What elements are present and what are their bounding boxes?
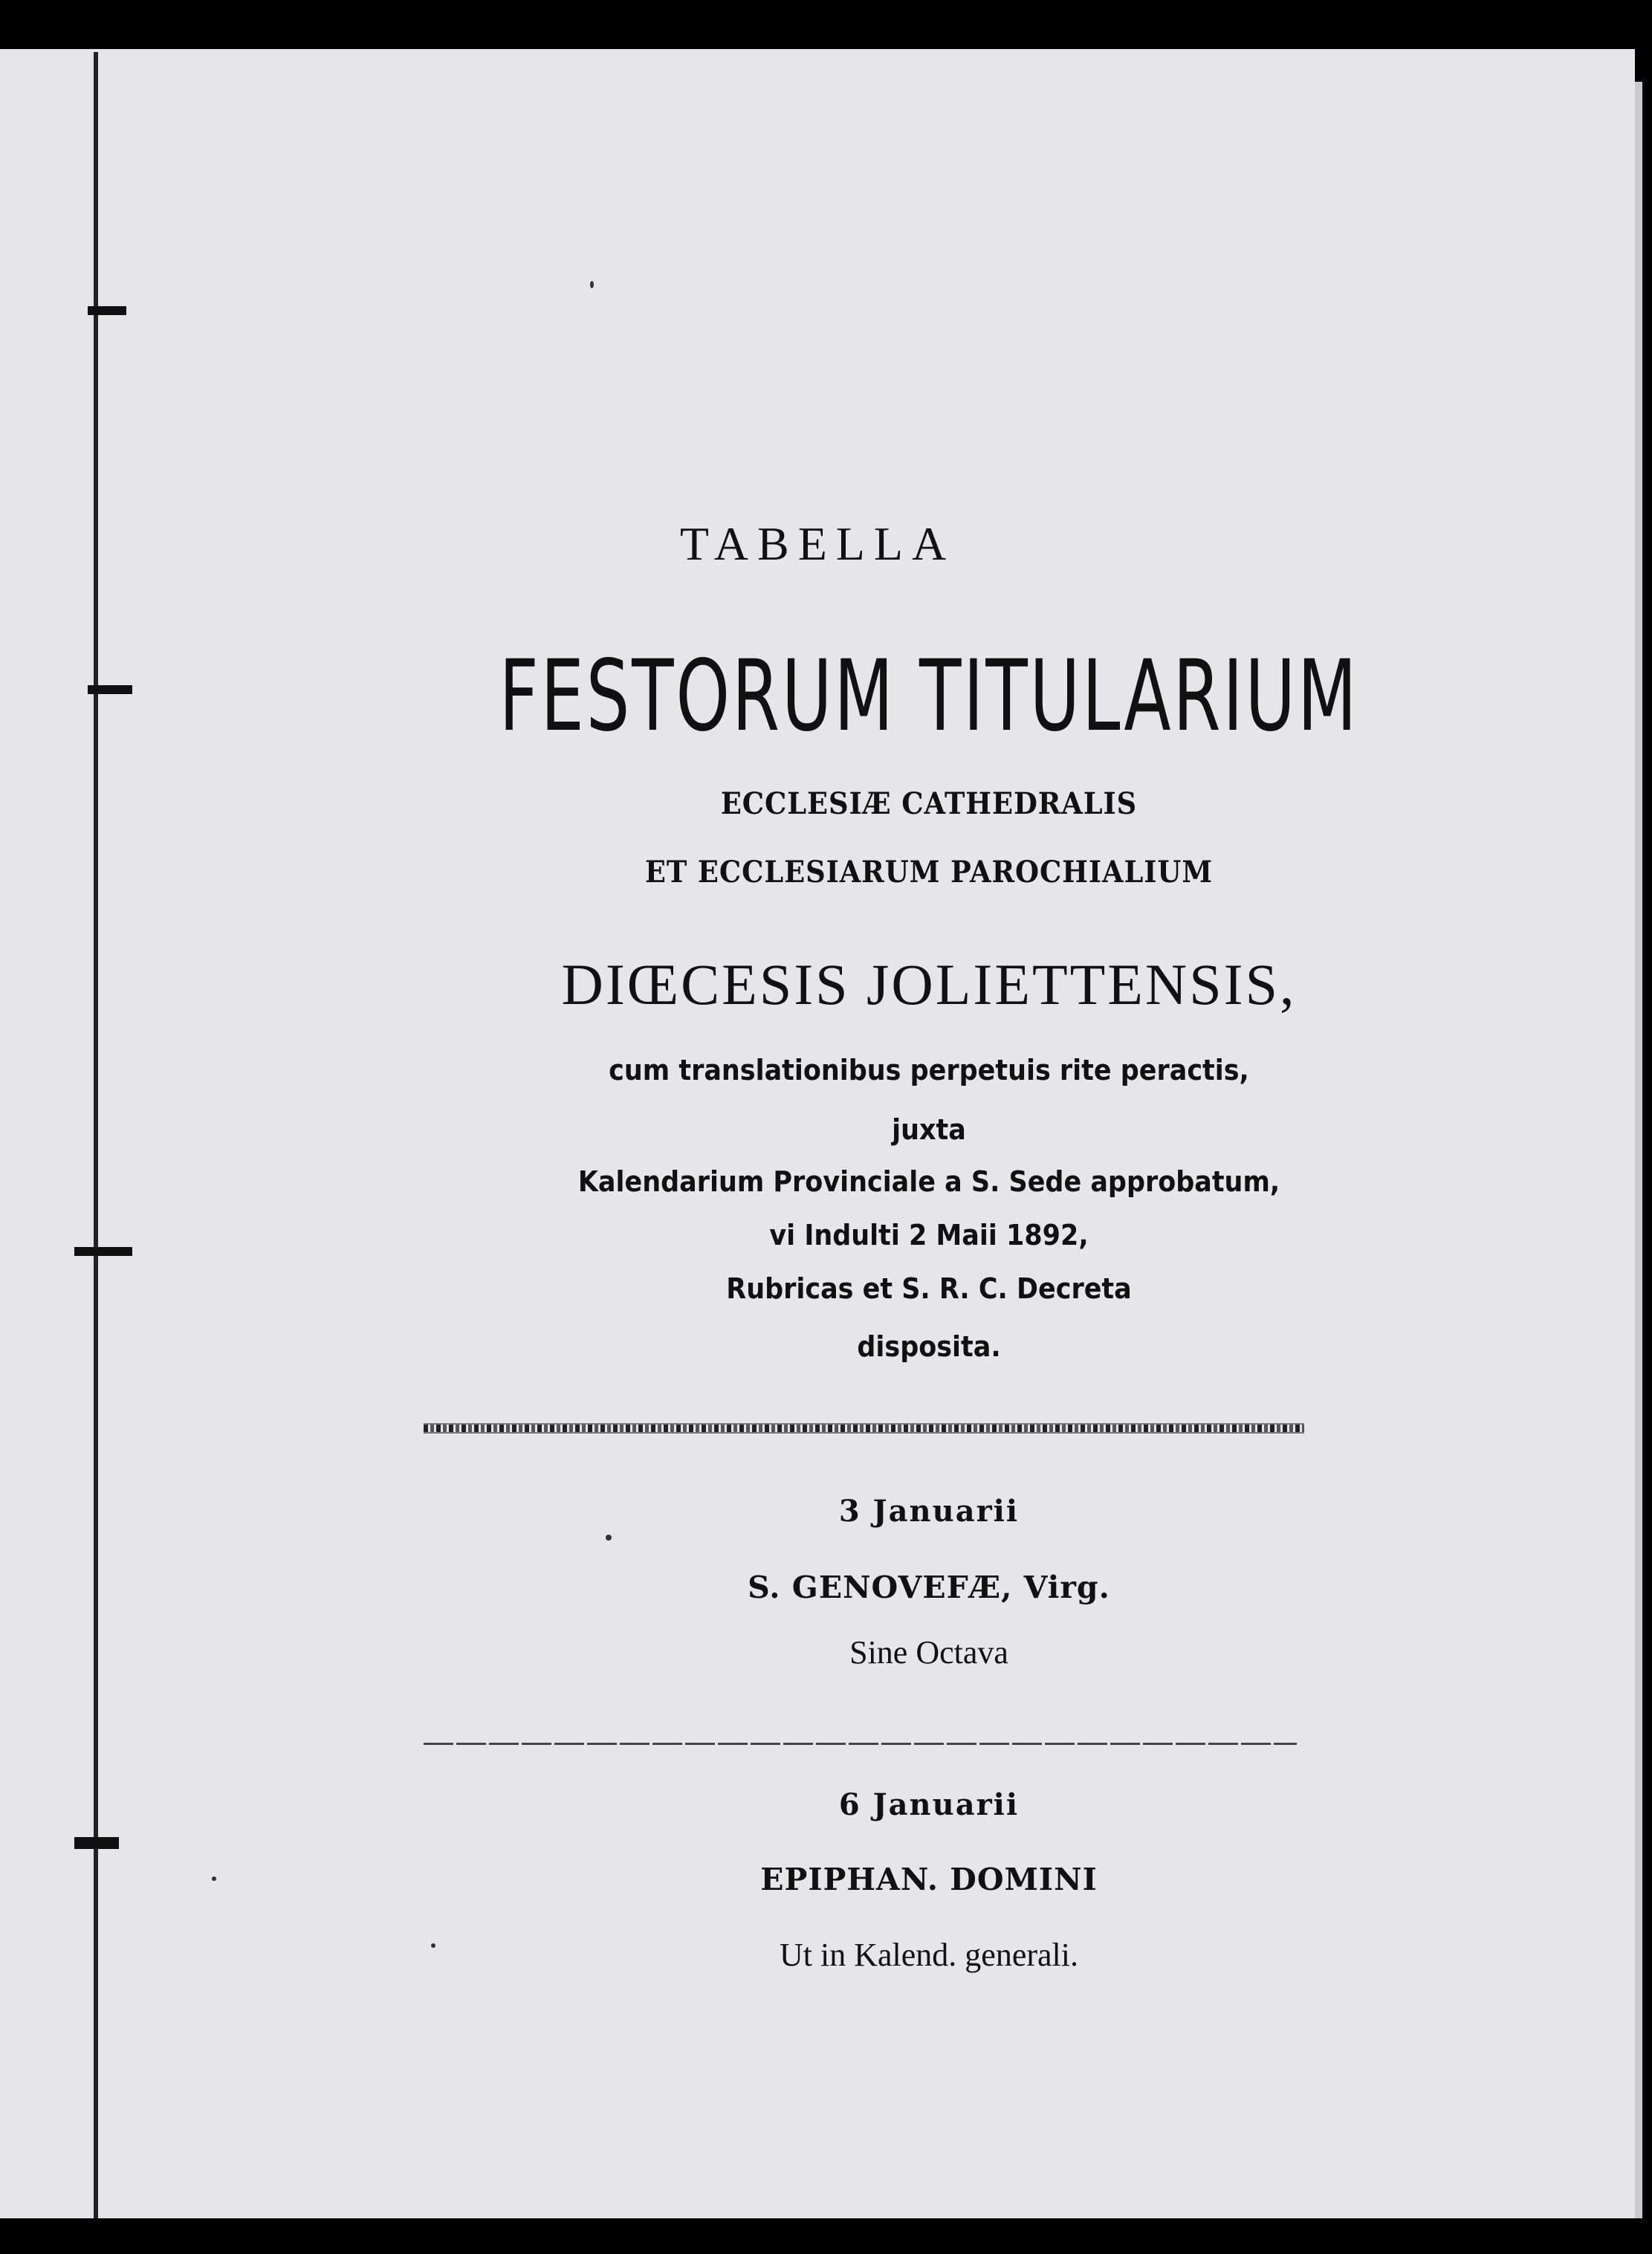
entry-date: 6 Januarii <box>838 1787 1020 1822</box>
scan-speck <box>212 1876 216 1881</box>
entry-note: Sine Octava <box>849 1634 1008 1671</box>
diocese-title: DIŒCESIS JOLIETTENSIS, <box>561 952 1297 1017</box>
binding-edge <box>94 52 98 2218</box>
binding-mark <box>88 685 132 694</box>
page-edge <box>1635 82 1642 2222</box>
ornamental-divider <box>424 1423 1304 1434</box>
scan-speck <box>606 1535 612 1541</box>
entry-feast: EPIPHAN. DOMINI <box>760 1862 1098 1897</box>
entry-divider <box>424 1743 1297 1745</box>
scan-speck <box>431 1943 435 1948</box>
intro-line: Rubricas et S. R. C. Decreta <box>726 1272 1132 1305</box>
intro-line: Kalendarium Provinciale a S. Sede approbatum, <box>577 1165 1280 1198</box>
intro-line: cum translationibus perpetuis rite peractis, <box>609 1054 1249 1086</box>
subtitle-parochialium: ET ECCLESIARUM PAROCHIALIUM <box>644 855 1214 890</box>
title-festorum: FESTORUM TITULARIUM <box>499 639 1359 754</box>
scan-border <box>0 2218 1652 2254</box>
intro-line: vi Indulti 2 Maii 1892, <box>769 1219 1089 1251</box>
entry-feast: S. GENOVEFÆ, Virg. <box>748 1570 1110 1605</box>
binding-mark <box>88 306 126 315</box>
scan-speck <box>590 281 594 288</box>
intro-line: juxta <box>892 1113 966 1146</box>
binding-mark <box>74 1837 119 1849</box>
intro-line: disposita. <box>857 1330 1001 1363</box>
entry-date: 3 Januarii <box>838 1494 1020 1529</box>
title-tabella: TABELLA <box>679 517 956 570</box>
entry-note: Ut in Kalend. generali. <box>780 1937 1078 1973</box>
subtitle-ecclesiae: ECCLESIÆ CATHEDRALIS <box>720 786 1138 821</box>
binding-mark <box>74 1247 132 1256</box>
